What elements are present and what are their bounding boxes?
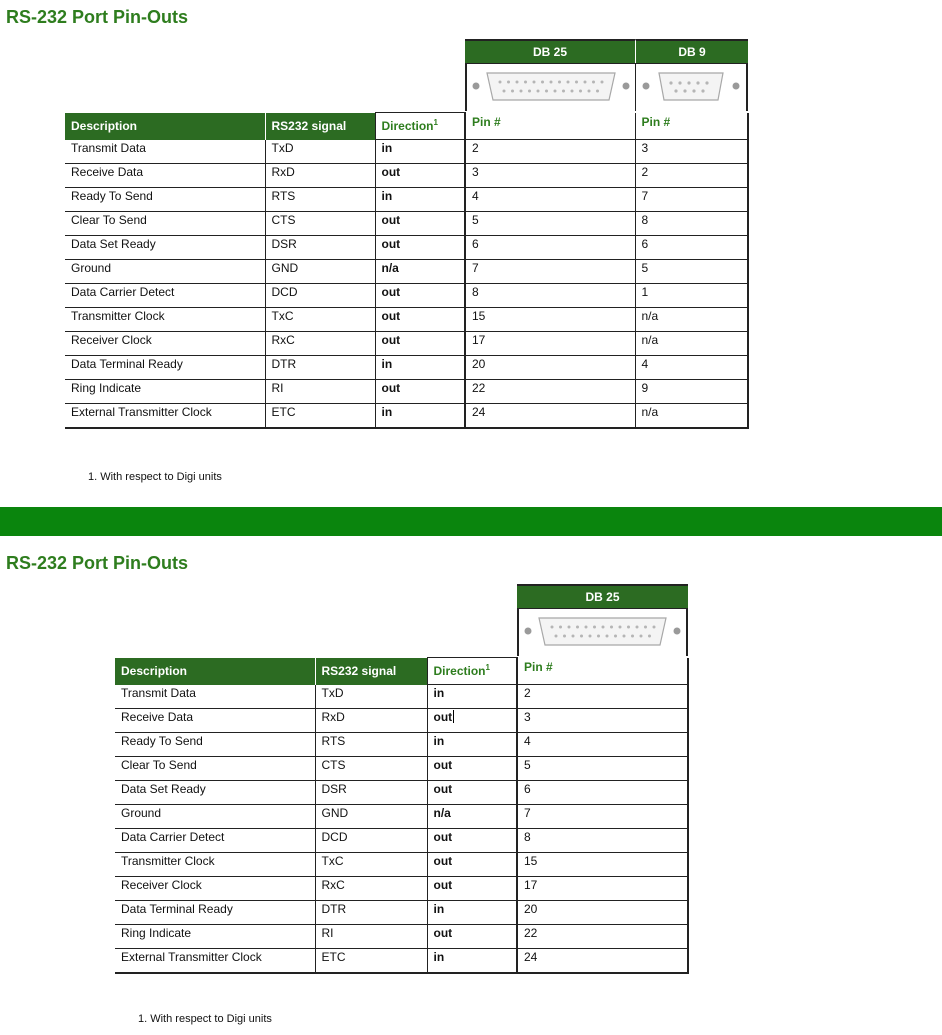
cell-rs232-signal bbox=[315, 853, 427, 877]
cell-pin-db25-text: 6 bbox=[524, 782, 531, 796]
table-row bbox=[65, 164, 748, 188]
cell-rs232-signal bbox=[265, 188, 375, 212]
cell-pin-db25-text: 4 bbox=[524, 734, 531, 748]
cell-pin-db9-text: n/a bbox=[641, 405, 659, 419]
cell-rs232-signal-text: CTS bbox=[271, 213, 296, 227]
cell-description-text: Clear To Send bbox=[121, 758, 197, 772]
cell-description-text: Ground bbox=[71, 261, 112, 275]
cell-pin-db25-text: 3 bbox=[472, 165, 479, 179]
table-row bbox=[115, 685, 688, 709]
cell-description-text: Data Terminal Ready bbox=[121, 902, 233, 916]
cell-pin-db25 bbox=[465, 356, 635, 380]
header-pin-db25: Pin # bbox=[465, 113, 635, 140]
cell-description-text: Data Set Ready bbox=[121, 782, 206, 796]
cell-direction-text: out bbox=[381, 237, 401, 251]
cell-direction bbox=[427, 877, 517, 901]
cell-rs232-signal-text: RTS bbox=[271, 189, 296, 203]
cell-description bbox=[115, 877, 315, 901]
cell-direction bbox=[375, 380, 465, 404]
cell-direction-text: in bbox=[381, 141, 393, 155]
cell-pin-db25 bbox=[517, 949, 688, 974]
table-row bbox=[65, 308, 748, 332]
cell-pin-db9 bbox=[635, 380, 748, 404]
db25-connector-icon bbox=[467, 64, 635, 111]
cell-rs232-signal-text: RTS bbox=[321, 734, 346, 748]
cell-description-text: Data Set Ready bbox=[71, 237, 156, 251]
cell-description-text: Transmit Data bbox=[71, 140, 146, 155]
divider-band bbox=[0, 507, 942, 536]
cell-pin-db25-text: 2 bbox=[472, 141, 479, 155]
table-row bbox=[65, 380, 748, 404]
header-pin-db9: Pin # bbox=[635, 113, 748, 140]
cell-description bbox=[115, 805, 315, 829]
cell-pin-db9-text: n/a bbox=[641, 333, 659, 347]
cell-pin-db9-text: 2 bbox=[641, 165, 649, 179]
cell-description-text: Transmit Data bbox=[121, 685, 196, 700]
db9-connector-icon bbox=[636, 64, 746, 111]
cell-rs232-signal-text: RI bbox=[271, 381, 284, 395]
cell-description-text: Receiver Clock bbox=[121, 878, 202, 892]
cell-pin-db25-text: 15 bbox=[472, 309, 486, 323]
cell-direction bbox=[427, 853, 517, 877]
cell-direction bbox=[427, 757, 517, 781]
table-row bbox=[115, 949, 688, 974]
cell-description-text: Data Carrier Detect bbox=[121, 830, 225, 844]
cell-pin-db9-text: 5 bbox=[641, 261, 649, 275]
table-row bbox=[65, 140, 748, 164]
cell-pin-db25 bbox=[517, 685, 688, 709]
cell-rs232-signal bbox=[265, 140, 375, 164]
cell-direction-text: out bbox=[433, 782, 453, 796]
table-row bbox=[115, 733, 688, 757]
cell-rs232-signal-text: ETC bbox=[271, 405, 296, 419]
header-pin-db25: Pin # bbox=[517, 658, 688, 685]
cell-rs232-signal bbox=[265, 332, 375, 356]
cell-direction bbox=[427, 709, 517, 733]
cell-rs232-signal bbox=[265, 380, 375, 404]
footnote-marker: 1 bbox=[485, 663, 490, 672]
cell-rs232-signal bbox=[265, 308, 375, 332]
page-title-second: RS-232 Port Pin-Outs bbox=[6, 553, 189, 573]
cell-pin-db25-text: 8 bbox=[472, 285, 479, 299]
header-direction bbox=[375, 113, 465, 140]
page-title: RS-232 Port Pin-Outs bbox=[6, 7, 189, 27]
cell-description-text: Clear To Send bbox=[71, 213, 147, 227]
cell-pin-db25 bbox=[517, 757, 688, 781]
cell-direction-text: out bbox=[433, 854, 453, 868]
cell-direction bbox=[375, 188, 465, 212]
db25-connector-icon-second bbox=[519, 609, 686, 656]
cell-direction bbox=[427, 685, 517, 709]
cell-pin-db25-text: 24 bbox=[472, 405, 486, 419]
cell-direction-text: out bbox=[433, 710, 453, 724]
cell-pin-db25-text: 5 bbox=[524, 758, 531, 772]
cell-pin-db25 bbox=[517, 901, 688, 925]
cell-rs232-signal bbox=[315, 757, 427, 781]
cell-rs232-signal-text: DTR bbox=[321, 902, 347, 916]
cell-direction-text: out bbox=[381, 381, 401, 395]
cell-description-text: Ready To Send bbox=[121, 734, 203, 748]
table-row bbox=[65, 236, 748, 260]
table-row bbox=[65, 332, 748, 356]
cell-direction-text: out bbox=[433, 878, 453, 892]
cell-rs232-signal bbox=[265, 404, 375, 429]
table-row bbox=[65, 356, 748, 380]
table-row bbox=[65, 188, 748, 212]
cell-pin-db25-text: 15 bbox=[524, 854, 538, 868]
cell-rs232-signal-text: GND bbox=[271, 261, 299, 275]
header-direction-label: Direction bbox=[381, 119, 434, 133]
cell-pin-db25-text: 20 bbox=[524, 902, 538, 916]
cell-description bbox=[65, 188, 265, 212]
cell-direction-text: out bbox=[433, 758, 453, 772]
cell-rs232-signal bbox=[315, 949, 427, 974]
cell-direction bbox=[427, 781, 517, 805]
cell-rs232-signal-text: RxC bbox=[321, 878, 345, 892]
cell-rs232-signal bbox=[265, 284, 375, 308]
cell-description bbox=[65, 164, 265, 188]
cell-pin-db25-text: 17 bbox=[472, 333, 486, 347]
cell-pin-db25 bbox=[517, 805, 688, 829]
cell-rs232-signal-text: DCD bbox=[321, 830, 348, 844]
cell-pin-db25-text: 5 bbox=[472, 213, 479, 227]
cell-description bbox=[115, 781, 315, 805]
cell-pin-db9 bbox=[635, 356, 748, 380]
cell-description bbox=[65, 332, 265, 356]
header-direction bbox=[427, 658, 517, 685]
header-direction-label: Direction bbox=[433, 664, 486, 678]
footnote-second: 1. With respect to Digi units bbox=[138, 1013, 272, 1025]
cell-rs232-signal-text: DTR bbox=[271, 357, 297, 371]
cell-pin-db25-text: 24 bbox=[524, 950, 538, 964]
db9-header: DB 9 bbox=[635, 39, 748, 63]
cell-description-text: Receive Data bbox=[71, 165, 144, 179]
cell-description bbox=[115, 901, 315, 925]
cell-pin-db9 bbox=[635, 404, 748, 429]
cell-direction-text: n/a bbox=[433, 806, 451, 820]
cell-pin-db25-text: 17 bbox=[524, 878, 538, 892]
table-row bbox=[65, 212, 748, 236]
cell-pin-db9-text: 7 bbox=[641, 189, 649, 203]
cell-pin-db9 bbox=[635, 260, 748, 284]
cell-pin-db25-text: 22 bbox=[524, 926, 538, 940]
cell-description bbox=[65, 284, 265, 308]
cell-direction bbox=[375, 356, 465, 380]
cell-description bbox=[65, 380, 265, 404]
cell-rs232-signal-text: ETC bbox=[321, 950, 346, 964]
cell-description bbox=[65, 356, 265, 380]
cell-rs232-signal bbox=[315, 781, 427, 805]
cell-rs232-signal-text: RxD bbox=[271, 165, 295, 179]
table-row bbox=[115, 853, 688, 877]
cell-description bbox=[115, 709, 315, 733]
db25-header: DB 25 bbox=[465, 39, 635, 63]
cell-pin-db25 bbox=[517, 925, 688, 949]
cell-direction bbox=[375, 308, 465, 332]
cell-pin-db9-text: 4 bbox=[641, 357, 649, 371]
cell-pin-db25 bbox=[517, 853, 688, 877]
cell-description bbox=[65, 140, 265, 164]
cell-direction bbox=[375, 236, 465, 260]
cell-pin-db25 bbox=[517, 709, 688, 733]
cell-rs232-signal bbox=[265, 260, 375, 284]
cell-pin-db25 bbox=[465, 140, 635, 164]
cell-description bbox=[115, 829, 315, 853]
cell-direction-text: in bbox=[433, 734, 445, 748]
cell-pin-db9 bbox=[635, 212, 748, 236]
cell-description-text: Transmitter Clock bbox=[71, 309, 165, 323]
header-description: Description bbox=[115, 658, 315, 685]
cell-description bbox=[115, 685, 315, 709]
cell-rs232-signal bbox=[315, 877, 427, 901]
cell-description bbox=[115, 853, 315, 877]
cell-direction bbox=[375, 332, 465, 356]
cell-description bbox=[65, 308, 265, 332]
cell-pin-db25 bbox=[517, 829, 688, 853]
footnote: 1. With respect to Digi units bbox=[88, 471, 222, 483]
cell-rs232-signal-text: RI bbox=[321, 926, 334, 940]
table-row bbox=[115, 925, 688, 949]
cell-description-text: Ring Indicate bbox=[121, 926, 192, 940]
cell-description-text: Ring Indicate bbox=[71, 381, 142, 395]
cell-direction-text: out bbox=[381, 213, 401, 227]
cell-description-text: External Transmitter Clock bbox=[71, 405, 212, 419]
table-row bbox=[65, 404, 748, 429]
cell-rs232-signal-text: DSR bbox=[271, 237, 297, 251]
cell-rs232-signal-text: DCD bbox=[271, 285, 298, 299]
cell-pin-db9 bbox=[635, 308, 748, 332]
cell-description bbox=[115, 925, 315, 949]
cell-description-text: Data Carrier Detect bbox=[71, 285, 175, 299]
cell-direction-text: out bbox=[381, 309, 401, 323]
cell-direction-text: out bbox=[381, 333, 401, 347]
cell-pin-db9 bbox=[635, 188, 748, 212]
cell-direction-text: in bbox=[381, 357, 393, 371]
cell-rs232-signal bbox=[315, 829, 427, 853]
cell-pin-db25 bbox=[517, 733, 688, 757]
cell-pin-db25-text: 7 bbox=[472, 261, 479, 275]
cell-rs232-signal bbox=[315, 733, 427, 757]
db25-header-second: DB 25 bbox=[517, 584, 688, 608]
table-header-row bbox=[65, 113, 748, 140]
cell-rs232-signal-text: DSR bbox=[321, 782, 347, 796]
cell-description bbox=[65, 404, 265, 429]
cell-pin-db9-text: 9 bbox=[641, 381, 649, 395]
table-row bbox=[115, 757, 688, 781]
cell-description bbox=[115, 733, 315, 757]
table-row bbox=[115, 709, 688, 733]
cell-pin-db25 bbox=[465, 164, 635, 188]
db25-connector-image bbox=[465, 63, 635, 111]
cell-direction bbox=[427, 901, 517, 925]
cell-pin-db25 bbox=[465, 188, 635, 212]
cell-rs232-signal-text: CTS bbox=[321, 758, 346, 772]
cell-direction-text: in bbox=[433, 902, 445, 916]
cell-rs232-signal bbox=[315, 685, 427, 709]
footnote-marker: 1 bbox=[433, 118, 438, 127]
cell-pin-db25 bbox=[465, 404, 635, 429]
cell-description-text: Receiver Clock bbox=[71, 333, 152, 347]
cell-pin-db9 bbox=[635, 332, 748, 356]
cell-description-text: Receive Data bbox=[121, 710, 194, 724]
cell-direction-text: out bbox=[433, 926, 453, 940]
cell-pin-db25 bbox=[465, 332, 635, 356]
cell-direction bbox=[375, 404, 465, 429]
cell-direction-text: out bbox=[381, 285, 401, 299]
cell-direction-text: out bbox=[433, 830, 453, 844]
cell-rs232-signal bbox=[265, 164, 375, 188]
cell-description bbox=[65, 236, 265, 260]
cell-rs232-signal-text: TxD bbox=[271, 140, 294, 155]
cell-rs232-signal-text: GND bbox=[321, 806, 349, 820]
cell-description-text: Transmitter Clock bbox=[121, 854, 215, 868]
db25-connector-image-second bbox=[517, 608, 688, 656]
table-row bbox=[65, 260, 748, 284]
db9-connector-image bbox=[635, 63, 748, 111]
cell-rs232-signal bbox=[315, 805, 427, 829]
cell-description-text: External Transmitter Clock bbox=[121, 950, 262, 964]
text-cursor bbox=[453, 710, 454, 723]
cell-pin-db9-text: 3 bbox=[641, 141, 649, 155]
table-row bbox=[115, 829, 688, 853]
cell-description bbox=[65, 260, 265, 284]
cell-direction-text: out bbox=[381, 165, 401, 179]
cell-direction-text: in bbox=[381, 189, 393, 203]
cell-direction bbox=[375, 284, 465, 308]
cell-pin-db25 bbox=[465, 236, 635, 260]
cell-direction-text: in bbox=[433, 950, 445, 964]
cell-pin-db25-text: 3 bbox=[524, 710, 531, 724]
cell-pin-db25 bbox=[465, 260, 635, 284]
cell-rs232-signal bbox=[315, 925, 427, 949]
header-description: Description bbox=[65, 113, 265, 140]
cell-description-text: Ground bbox=[121, 806, 162, 820]
cell-pin-db25-text: 7 bbox=[524, 806, 531, 820]
cell-pin-db9-text: 6 bbox=[641, 237, 649, 251]
cell-description-text: Data Terminal Ready bbox=[71, 357, 183, 371]
cell-pin-db9-text: 1 bbox=[641, 285, 649, 299]
pinout-table-second bbox=[115, 657, 689, 974]
cell-description bbox=[115, 949, 315, 974]
cell-description-text: Ready To Send bbox=[71, 189, 153, 203]
cell-pin-db9 bbox=[635, 140, 748, 164]
cell-pin-db25-text: 22 bbox=[472, 381, 486, 395]
cell-rs232-signal-text: RxD bbox=[321, 710, 345, 724]
cell-rs232-signal-text: TxC bbox=[321, 854, 344, 868]
cell-rs232-signal-text: TxD bbox=[321, 685, 344, 700]
cell-pin-db25-text: 8 bbox=[524, 830, 531, 844]
table-row bbox=[65, 284, 748, 308]
table-row bbox=[115, 805, 688, 829]
table-row bbox=[115, 901, 688, 925]
cell-direction-text: n/a bbox=[381, 261, 399, 275]
cell-pin-db9 bbox=[635, 284, 748, 308]
cell-pin-db25-text: 4 bbox=[472, 189, 479, 203]
cell-direction bbox=[375, 164, 465, 188]
cell-direction bbox=[427, 805, 517, 829]
cell-direction bbox=[375, 260, 465, 284]
cell-description bbox=[65, 212, 265, 236]
cell-direction-text: in bbox=[433, 686, 445, 700]
cell-pin-db25 bbox=[465, 380, 635, 404]
cell-pin-db25 bbox=[517, 877, 688, 901]
cell-pin-db9 bbox=[635, 236, 748, 260]
cell-pin-db9-text: n/a bbox=[641, 309, 659, 323]
cell-direction bbox=[375, 212, 465, 236]
header-rs232-signal: RS232 signal bbox=[315, 658, 427, 685]
cell-rs232-signal-text: TxC bbox=[271, 309, 294, 323]
cell-pin-db25 bbox=[465, 284, 635, 308]
cell-pin-db25 bbox=[517, 781, 688, 805]
cell-pin-db25 bbox=[465, 308, 635, 332]
cell-rs232-signal bbox=[315, 709, 427, 733]
cell-rs232-signal bbox=[265, 236, 375, 260]
pinout-table bbox=[65, 112, 749, 429]
cell-pin-db9-text: 8 bbox=[641, 213, 649, 227]
cell-pin-db9 bbox=[635, 164, 748, 188]
cell-pin-db25-text: 6 bbox=[472, 237, 479, 251]
cell-pin-db25-text: 20 bbox=[472, 357, 486, 371]
cell-direction bbox=[375, 140, 465, 164]
cell-direction-text: in bbox=[381, 405, 393, 419]
table-row bbox=[115, 877, 688, 901]
table-header-row bbox=[115, 658, 688, 685]
cell-rs232-signal bbox=[265, 356, 375, 380]
cell-rs232-signal bbox=[315, 901, 427, 925]
cell-direction bbox=[427, 925, 517, 949]
cell-rs232-signal bbox=[265, 212, 375, 236]
cell-description bbox=[115, 757, 315, 781]
cell-rs232-signal-text: RxC bbox=[271, 333, 295, 347]
cell-direction bbox=[427, 829, 517, 853]
header-rs232-signal: RS232 signal bbox=[265, 113, 375, 140]
cell-pin-db25 bbox=[465, 212, 635, 236]
cell-direction bbox=[427, 949, 517, 974]
table-row bbox=[115, 781, 688, 805]
cell-pin-db25-text: 2 bbox=[524, 686, 531, 700]
cell-direction bbox=[427, 733, 517, 757]
